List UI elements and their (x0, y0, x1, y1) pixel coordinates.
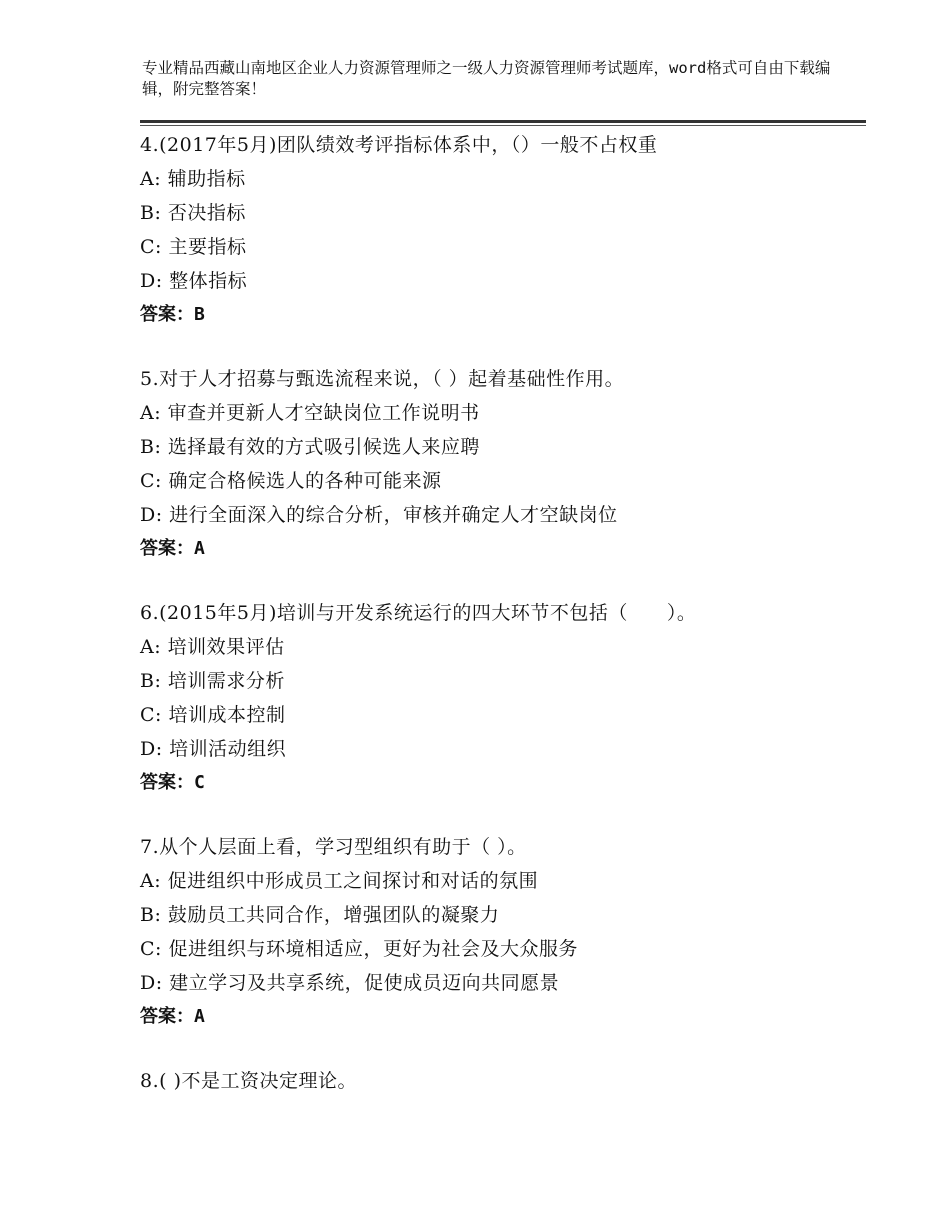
option-b: B: 鼓励员工共同合作，增强团队的凝聚力 (140, 904, 500, 926)
option-d: D: 进行全面深入的综合分析，审核并确定人才空缺岗位 (140, 504, 618, 526)
answer-value: C (194, 772, 205, 793)
option-a: A: 促进组织中形成员工之间探讨和对话的氛围 (140, 870, 539, 892)
answer-value: A (194, 538, 205, 559)
option-d: D: 建立学习及共享系统，促使成员迈向共同愿景 (140, 972, 560, 994)
option-d: D: 整体指标 (140, 270, 248, 292)
document-header: 专业精品西藏山南地区企业人力资源管理师之一级人力资源管理师考试题库，word格式可自由下载编辑，附完整答案！ (142, 59, 831, 98)
answer-label: 答案： (140, 538, 194, 559)
question-list (140, 128, 880, 1128)
answer (140, 298, 880, 332)
option-b: B: 选择最有效的方式吸引候选人来应聘 (140, 436, 480, 458)
question-stem: 4.(2017年5月)团队绩效考评指标体系中，（）一般不占权重 (140, 134, 658, 156)
option-a: A: 培训效果评估 (140, 636, 285, 658)
answer (140, 532, 880, 566)
header-rule-thick (140, 120, 866, 123)
option-d: D: 培训活动组织 (140, 738, 287, 760)
question-stem: 6.(2015年5月)培训与开发系统运行的四大环节不包括（ ）。 (140, 602, 697, 624)
option-a: A: 辅助指标 (140, 168, 246, 190)
question-stem: 5.对于人才招募与甄选流程来说，（ ）起着基础性作用。 (140, 368, 625, 390)
question-stem: 8.( )不是工资决定理论。 (140, 1070, 357, 1092)
answer (140, 1000, 880, 1034)
question-8 (140, 1064, 880, 1098)
question-6 (140, 596, 880, 800)
answer (140, 766, 880, 800)
question-4 (140, 128, 880, 332)
option-a: A: 审查并更新人才空缺岗位工作说明书 (140, 402, 480, 424)
option-c: C: 培训成本控制 (140, 704, 286, 726)
question-stem: 7.从个人层面上看，学习型组织有助于（ ）。 (140, 836, 527, 858)
answer-value: B (194, 304, 205, 325)
option-b: B: 培训需求分析 (140, 670, 285, 692)
option-b: B: 否决指标 (140, 202, 246, 224)
answer-label: 答案： (140, 772, 194, 793)
question-7 (140, 830, 880, 1034)
answer-label: 答案： (140, 1006, 194, 1027)
answer-label: 答案： (140, 304, 194, 325)
option-c: C: 确定合格候选人的各种可能来源 (140, 470, 442, 492)
question-5 (140, 362, 880, 566)
option-c: C: 主要指标 (140, 236, 247, 258)
option-c: C: 促进组织与环境相适应，更好为社会及大众服务 (140, 938, 578, 960)
answer-value: A (194, 1006, 205, 1027)
header-rule-thin (140, 125, 866, 126)
